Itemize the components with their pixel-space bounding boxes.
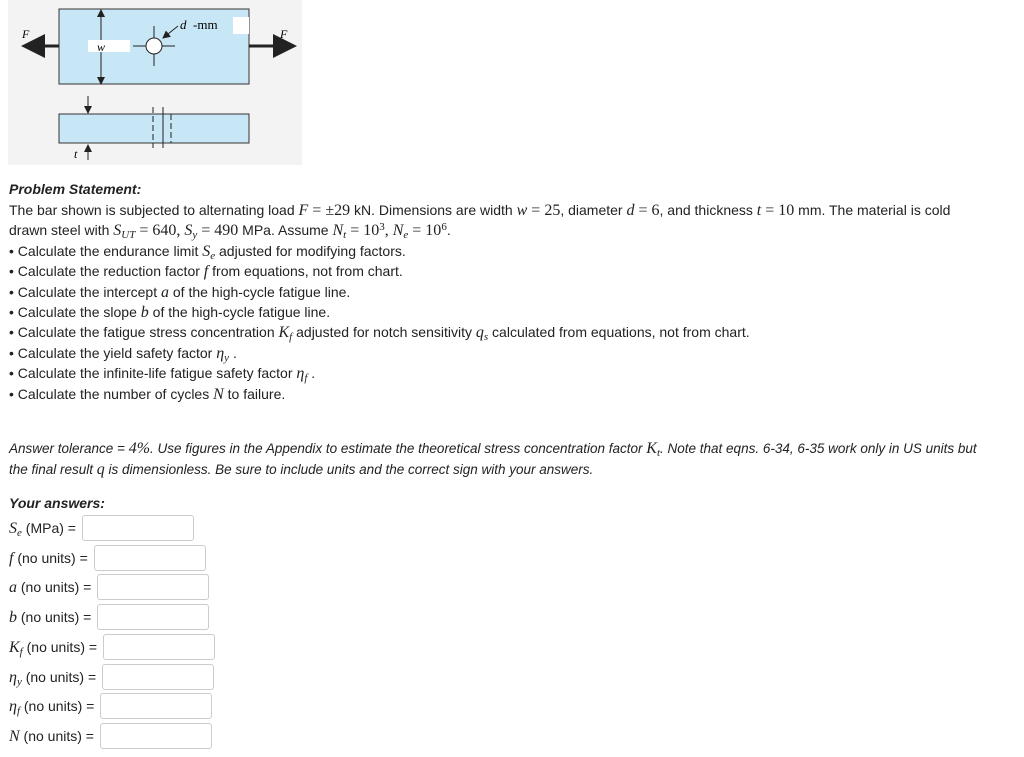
math-segment: f [304,372,308,385]
math-segment: N [332,222,344,240]
math-segment: K [646,440,657,457]
math-segment: η [216,344,225,362]
answer-row [9,722,212,750]
answer-label [9,698,95,718]
answer-input[interactable] [100,723,212,749]
text-segment: The bar shown is subjected to alternating load [9,202,299,218]
answer-row [9,663,214,691]
task-bullet [9,262,403,281]
text-segment: to failure. [223,385,286,402]
math-segment: t [343,229,347,242]
math-segment: η [9,668,17,686]
answer-input[interactable] [100,693,212,719]
force-label-left: F [22,27,30,41]
math-segment: N [213,385,224,403]
math-segment: s [483,331,489,344]
math-segment: = 10 [761,202,795,219]
text-segment: drawn steel with [9,222,114,239]
bar-diagram [8,0,302,165]
math-segment: e [403,229,409,242]
math-segment: a [9,579,17,597]
diameter-unit: -mm [193,17,218,32]
text-segment: • Calculate the endurance limit [9,242,203,259]
text-segment: MPa. Assume [238,222,333,239]
text-segment: the final result [9,461,97,477]
text-segment: • Calculate the fatigue stress concentration [9,324,279,341]
math-segment: q [475,324,484,342]
text-segment: of the high-cycle fatigue line. [168,283,351,300]
math-segment: 3 [379,221,385,234]
text-segment: • Calculate the reduction factor [9,263,204,280]
text-segment: (no units) = [19,727,94,744]
math-segment: 6 [441,221,447,234]
math-segment: S [113,222,122,240]
math-segment: e [210,249,216,262]
math-segment: = ±29 [308,202,351,219]
math-segment: = 10 [346,222,380,240]
math-segment: = 490 [197,222,239,240]
math-segment: = 10 [408,222,442,240]
math-segment: y [192,229,198,242]
math-segment: b [140,304,149,321]
answers-heading: Your answers: [9,495,105,511]
math-segment: S [9,520,17,537]
text-segment: from equations, not from chart. [208,263,403,280]
answer-input[interactable] [82,515,194,541]
math-segment: a [160,283,169,301]
answer-input[interactable] [102,664,214,690]
answer-row [9,633,215,661]
task-bullet [9,323,750,342]
text-segment: , diameter [560,202,627,218]
task-bullet [9,283,350,302]
task-bullet [9,242,406,261]
answer-row [9,514,194,542]
math-segment: t [656,447,661,459]
note-line [9,439,977,458]
math-segment: , [384,222,393,240]
answer-label [9,728,94,744]
math-segment: = 6 [634,202,660,219]
task-bullet [9,364,315,383]
text-segment: . Use figures in the Appendix to estimate the theoretical stress concentration factor [150,441,647,456]
text-segment: , and thickness [659,202,757,218]
math-segment: F [298,202,309,219]
text-segment: . Note that eqns. 6-34, 6-35 work only in US units but [660,441,977,456]
math-segment: η [9,698,17,716]
math-segment: η [296,365,305,383]
math-segment: K [9,638,20,656]
force-label-right: F [280,27,288,41]
diameter-label: d [180,17,187,32]
math-segment: e [17,527,22,539]
text-segment: • Calculate the slope [9,304,141,320]
text-segment: (no units) = [22,638,98,655]
text-segment: of the high-cycle fatigue line. [148,304,331,320]
math-segment: q [96,460,105,478]
answer-label [9,668,97,688]
answer-label [9,579,91,595]
task-bullet [9,344,237,363]
text-segment: • Calculate the infinite-life fatigue safety factor [9,365,297,382]
text-segment: (no units) = [17,579,92,596]
text-segment: mm. The material is cold [794,202,951,218]
text-segment: • Calculate the number of cycles [9,385,214,402]
answer-row [9,573,209,601]
math-segment: N [9,727,20,745]
math-segment: f [289,331,293,344]
math-segment: t [756,202,762,219]
text-segment: (MPa) = [21,520,76,536]
text-segment: . [229,344,237,361]
math-segment: f [16,705,20,718]
problem-heading: Problem Statement: [9,181,142,197]
math-segment: N [392,222,404,240]
text-segment: . [307,365,316,382]
note-line [9,460,593,479]
math-segment: UT [121,229,136,242]
answer-input[interactable] [97,574,209,600]
math-segment: = 640, [135,222,185,240]
math-segment: y [224,351,230,364]
text-segment: adjusted for modifying factors. [215,242,406,259]
answer-row [9,603,209,631]
math-segment: d [626,202,635,219]
math-segment: w [516,202,528,219]
text-segment: (no units) = [17,609,92,626]
text-segment: is dimensionless. Be sure to include units and the correct sign with your answers. [104,461,594,477]
answer-input[interactable] [94,545,206,571]
task-bullet [9,385,285,404]
math-segment: f [9,549,14,567]
math-segment: K [278,324,290,342]
task-bullet [9,303,330,322]
math-segment: f [203,263,209,281]
thickness-label: t [74,147,78,161]
math-segment: S [202,242,211,260]
answer-label [9,550,88,566]
text-segment: • Calculate the yield safety factor [9,344,217,361]
math-segment: = 25 [527,202,561,219]
text-segment: (no units) = [20,698,95,715]
answer-label [9,609,91,625]
math-segment: y [16,675,22,688]
problem-text-line [9,201,950,220]
text-segment: adjusted for notch sensitivity [292,324,476,341]
math-segment: b [9,609,17,627]
width-label: w [97,40,106,54]
text-segment: Answer tolerance = [9,441,129,456]
text-segment: • Calculate the intercept [9,283,161,300]
answer-input[interactable] [97,604,209,630]
math-segment: S [184,222,193,240]
text-segment: (no units) = [21,668,97,685]
text-segment: . [446,222,451,239]
answer-label [9,520,76,539]
math-segment: f [19,645,23,658]
problem-text-line [9,221,451,240]
text-segment: (no units) = [13,549,88,566]
answer-row [9,544,206,572]
text-segment: kN. Dimensions are width [350,202,517,218]
answer-row [9,692,212,720]
answer-label [9,638,98,658]
text-segment: calculated from equations, not from chart. [488,324,750,341]
math-segment: 4% [128,440,151,457]
answer-input[interactable] [103,634,215,660]
